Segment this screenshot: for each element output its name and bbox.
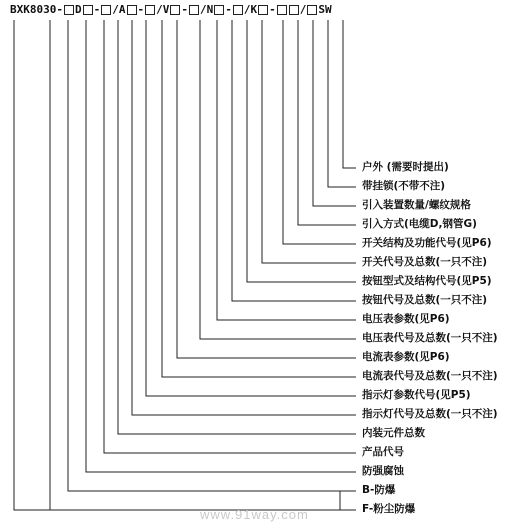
leader-line (262, 20, 356, 263)
watermark: www.91way.com (200, 507, 309, 522)
label-item: 开关结构及功能代号(见P6) (362, 237, 492, 249)
leader-line (118, 20, 356, 434)
code-segment: - (225, 3, 232, 16)
code-segment: BXK (10, 3, 30, 16)
label-item: 电压表参数(见P6) (362, 313, 450, 325)
label-item: 电压表代号及总数(一只不注) (362, 332, 498, 344)
label-item: 内装元件总数 (362, 427, 425, 439)
label-item: 引入方式(电缆D,钢管G) (362, 218, 477, 230)
leader-line (247, 20, 356, 282)
label-item: 引入装置数量/螺纹规格 (362, 199, 471, 211)
code-segment: - (181, 3, 188, 16)
code-segment: - (269, 3, 276, 16)
code-segment: / (299, 3, 307, 16)
leader-line (283, 20, 356, 244)
label-item: 产品代号 (362, 446, 404, 458)
leader-line (232, 20, 356, 301)
leader-line (177, 20, 356, 358)
label-item: 指示灯代号及总数(一只不注) (362, 408, 498, 420)
label-item: 按钮代号及总数(一只不注) (362, 294, 488, 306)
leader-line (50, 20, 356, 510)
leader-line (200, 20, 356, 339)
leader-line (104, 20, 356, 453)
leader-line (86, 20, 356, 472)
leader-line (298, 20, 356, 225)
bracket-line (14, 20, 356, 510)
label-item: 开关代号及总数(一只不注) (362, 256, 488, 268)
label-item: 电流表代号及总数(一只不注) (362, 370, 498, 382)
leader-line (343, 20, 356, 168)
code-segment: /N (200, 3, 214, 16)
code-segment: D (75, 3, 82, 16)
label-item: F-粉尘防爆 (362, 503, 416, 515)
code-segment: S (318, 3, 325, 16)
label-item: 指示灯参数代号(见P5) (362, 389, 471, 401)
code-segment: /V (156, 3, 170, 16)
code-segment: - (93, 3, 101, 16)
leader-line (132, 20, 356, 415)
code-segment: /K (243, 3, 258, 16)
label-item: 户外 (需要时提出) (362, 161, 449, 173)
label-item: 带挂锁(不带不注) (362, 180, 446, 192)
code-segment: - (56, 3, 63, 16)
code-segment: /A (112, 3, 126, 16)
code-segment: - (137, 3, 145, 16)
leader-line (328, 20, 356, 187)
leader-line (162, 20, 356, 377)
label-item: B-防爆 (362, 484, 396, 496)
label-item: 电流表参数(见P6) (362, 351, 450, 363)
label-item: 防强腐蚀 (362, 465, 404, 477)
code-segment: W (325, 3, 332, 16)
label-item: 按钮型式及结构代号(见P5) (362, 275, 492, 287)
leader-line (313, 20, 356, 206)
code-segment: 8030 (29, 3, 57, 16)
leader-line (217, 20, 356, 320)
